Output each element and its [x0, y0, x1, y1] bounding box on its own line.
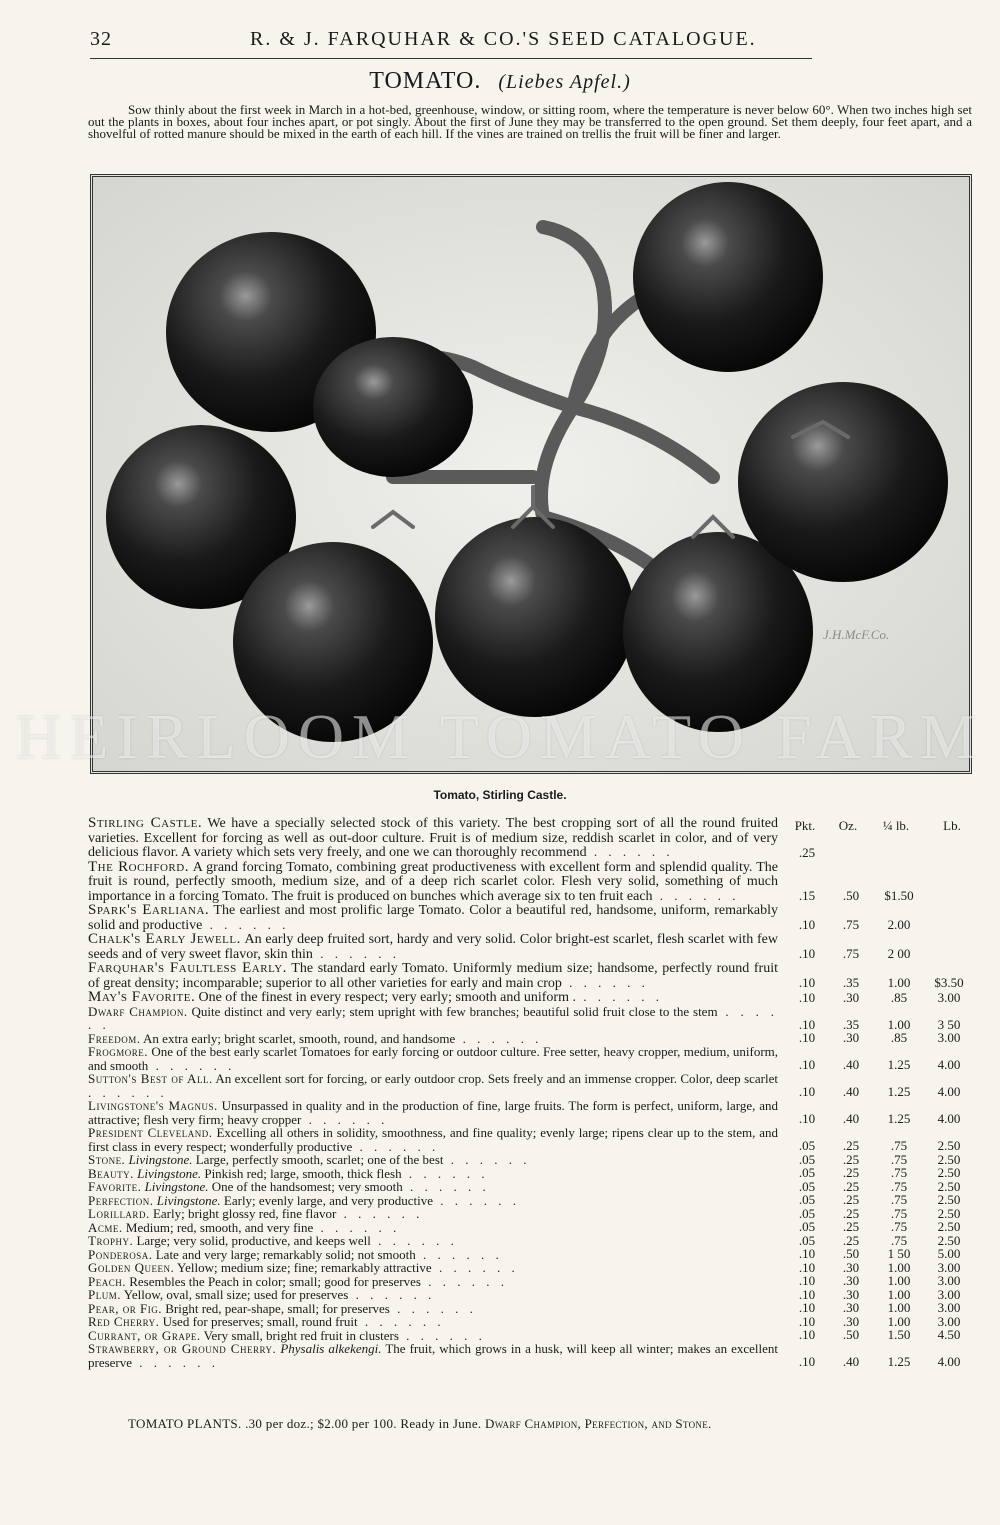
- variety-description: [88, 1248, 778, 1262]
- section-title-alt: (Liebes Apfel.): [498, 71, 631, 93]
- watermark: HEIRLOOM TOMATO FARM: [15, 701, 985, 772]
- price-pkt: .10: [798, 1354, 816, 1369]
- variety-description: [88, 860, 778, 904]
- variety-text: One of the best early scarlet Tomatoes for early forcing or outdoor culture. Free setter, heavy cropper, medium, uniform, and smooth: [88, 1044, 779, 1073]
- variety-description: [88, 903, 778, 932]
- variety-text: The earliest and most prolific large Tomato. Color a beautiful red, handsome, uniform, remarkably solid and productive: [88, 903, 779, 933]
- price-pkt: .10: [798, 1273, 816, 1288]
- price-qlb: 1.00: [887, 1273, 911, 1288]
- variety-text: The standard early Tomato. Uniformly medium size; handsome, perfectly round fruit of great density; incomparable; superior to all other varieties for early and main crop: [88, 961, 779, 991]
- variety-entry: [88, 1288, 972, 1302]
- variety-entry: [88, 860, 972, 904]
- price-pkt: .05: [798, 1165, 816, 1180]
- price-oz: .25: [842, 1151, 860, 1167]
- variety-prices: [782, 1112, 972, 1126]
- price-oz: .30: [842, 1300, 860, 1315]
- leader-dots: . . . . . .: [389, 1300, 477, 1316]
- variety-description: [88, 1302, 778, 1316]
- variety-entry: [88, 1153, 972, 1167]
- variety-text: Bright red, pear-shape, small; for preserves: [165, 1300, 390, 1316]
- variety-prices: [782, 1355, 972, 1369]
- leader-dots: . . . . . .: [202, 916, 290, 932]
- variety-name: Sutton's Best of All.: [88, 1071, 213, 1086]
- price-lb: 4.00: [937, 1057, 961, 1072]
- price-pkt: .10: [798, 1084, 816, 1099]
- price-lb: 4.50: [937, 1327, 961, 1342]
- leader-dots: . . . . . .: [433, 1192, 521, 1208]
- price-lb: 3.00: [937, 1286, 961, 1302]
- variety-entry: [88, 990, 972, 1005]
- price-qlb: .85: [890, 989, 908, 1005]
- variety-entry: [88, 1329, 972, 1343]
- price-oz: .75: [842, 946, 860, 961]
- page-number: 32: [90, 28, 112, 50]
- price-lb: 5.00: [937, 1246, 961, 1261]
- variety-text: Pinkish red; large, smooth, thick flesh: [204, 1165, 402, 1181]
- price-lb: 2.50: [937, 1219, 961, 1234]
- section-title-main: TOMATO.: [369, 68, 482, 94]
- leader-dots: . . . . . .: [357, 1314, 445, 1329]
- price-oz: .25: [842, 1219, 860, 1234]
- variety-entry: [88, 1005, 972, 1032]
- variety-text: Used for preserves; small, round fruit: [162, 1314, 358, 1329]
- price-qlb: .85: [890, 1030, 908, 1045]
- engraver-mark: J.H.McF.Co.: [823, 627, 890, 642]
- price-oz: .30: [842, 1313, 860, 1329]
- variety-name: Stirling Castle.: [88, 815, 203, 831]
- price-lb: $3.50: [934, 975, 964, 990]
- leader-dots: . . . . . .: [420, 1273, 508, 1289]
- tomato-plants-note: [128, 1416, 712, 1432]
- leader-dots: . . . . . .: [575, 989, 663, 1004]
- variety-origin: Physalis alkekengi.: [280, 1341, 382, 1356]
- variety-entry: [88, 1180, 972, 1194]
- variety-prices: [782, 918, 972, 932]
- variety-entry: [88, 1221, 972, 1235]
- leader-dots: . . . . . .: [88, 1003, 778, 1032]
- variety-entry: [88, 961, 972, 990]
- variety-prices: [782, 1085, 972, 1099]
- variety-name: President Cleveland.: [88, 1125, 213, 1140]
- price-pkt: .10: [798, 1300, 816, 1315]
- variety-text: One of the handsomest; very smooth: [211, 1179, 403, 1194]
- price-qlb: 1 50: [887, 1246, 911, 1261]
- variety-origin: Livingstone.: [128, 1152, 193, 1167]
- price-lb: 4.00: [937, 1354, 961, 1369]
- price-qlb: .75: [890, 1165, 908, 1180]
- leader-dots: . . . . . .: [398, 1327, 486, 1343]
- price-pkt: .10: [798, 1016, 816, 1032]
- variety-description: [88, 1275, 778, 1289]
- price-pkt: .10: [798, 1259, 816, 1275]
- variety-name: Stone.: [88, 1152, 126, 1167]
- variety-name: Favorite.: [88, 1179, 142, 1194]
- variety-name: Beauty.: [88, 1165, 134, 1181]
- variety-name: Perfection.: [88, 1192, 154, 1208]
- price-qlb: .75: [890, 1192, 908, 1207]
- leader-dots: . . . . . .: [312, 945, 400, 961]
- variety-name: Plum.: [88, 1287, 121, 1302]
- price-pkt: .25: [798, 844, 816, 860]
- price-lb: 3.00: [937, 1030, 961, 1045]
- variety-entry: [88, 1234, 972, 1248]
- variety-description: [88, 990, 778, 1005]
- price-lb: 2.50: [937, 1165, 961, 1180]
- variety-text: Very small, bright red fruit in clusters: [203, 1327, 399, 1343]
- variety-description: [88, 1099, 778, 1126]
- variety-prices: [782, 1058, 972, 1072]
- price-lb: 3.00: [937, 989, 961, 1005]
- variety-text: Late and very large; remarkably solid; not smooth: [155, 1246, 416, 1262]
- leader-dots: . . . . . .: [336, 1206, 424, 1221]
- variety-description: [88, 1180, 778, 1194]
- variety-entry: [88, 1126, 972, 1153]
- price-qlb: 1.25: [887, 1111, 911, 1126]
- variety-text: An early deep fruited sort, hardy and very solid. Color bright-est scarlet, flesh scarlet with few seeds and of very sweet flavor, skin thin: [88, 932, 778, 962]
- variety-text: One of the finest in every respect; very early; smooth and uniform .: [198, 990, 576, 1005]
- price-pkt: .05: [798, 1205, 816, 1221]
- leader-dots: . . . . . .: [431, 1260, 519, 1275]
- variety-text: Quite distinct and very early; stem upright with few branches; beautiful solid fruit close to the stem: [191, 1003, 718, 1019]
- section-title: [0, 68, 1000, 95]
- variety-entry: [88, 1302, 972, 1316]
- photo-caption: Tomato, Stirling Castle.: [433, 788, 567, 802]
- price-header-pkt: Pkt.: [794, 818, 816, 833]
- variety-name: May's Favorite.: [88, 989, 196, 1005]
- variety-entry: [88, 1072, 972, 1099]
- variety-text: Early; evenly large, and very productive: [223, 1192, 434, 1208]
- variety-name: Spark's Earliana.: [88, 902, 210, 918]
- price-oz: .25: [842, 1192, 860, 1207]
- variety-name: Peach.: [88, 1273, 126, 1289]
- variety-description: [88, 1342, 778, 1369]
- variety-description: [88, 1167, 778, 1181]
- variety-description: [88, 1261, 778, 1275]
- leader-dots: . . . . . .: [455, 1030, 543, 1046]
- price-lb: 2.50: [937, 1205, 961, 1221]
- variety-description: [88, 1045, 778, 1072]
- price-oz: .50: [842, 1246, 860, 1261]
- price-qlb: 1.00: [887, 1286, 911, 1302]
- variety-description: [88, 816, 778, 860]
- variety-description: [88, 1315, 778, 1329]
- price-oz: .30: [842, 1286, 860, 1302]
- variety-entry: [88, 1032, 972, 1046]
- price-qlb: .75: [890, 1219, 908, 1234]
- variety-name: Dwarf Champion.: [88, 1003, 188, 1019]
- variety-name: Ponderosa.: [88, 1246, 153, 1262]
- price-lb: 4.00: [937, 1111, 961, 1126]
- variety-prices: [782, 846, 972, 860]
- price-oz: .40: [842, 1057, 860, 1072]
- variety-name: The Rochford.: [88, 858, 189, 875]
- leader-dots: . . . . . .: [148, 1057, 236, 1073]
- price-oz: .30: [842, 989, 860, 1005]
- price-oz: .75: [842, 917, 860, 932]
- variety-name: Strawberry, or Ground Cherry.: [88, 1341, 277, 1356]
- variety-prices: [782, 1274, 972, 1288]
- variety-entry: [88, 903, 972, 932]
- variety-prices: [782, 976, 972, 990]
- price-qlb: 1.00: [887, 1313, 911, 1329]
- variety-name: Red Cherry.: [88, 1314, 160, 1329]
- price-qlb: .75: [890, 1138, 908, 1153]
- variety-entry: [88, 1261, 972, 1275]
- price-oz: .25: [842, 1205, 860, 1221]
- price-lb: 3.00: [937, 1259, 961, 1275]
- price-pkt: .10: [798, 1246, 816, 1261]
- tomato-plants-varieties: Dwarf Champion, Perfection, and Stone.: [485, 1416, 712, 1431]
- variety-origin: Livingstone.: [156, 1192, 221, 1208]
- price-pkt: .15: [798, 888, 816, 903]
- variety-entry: [88, 932, 972, 961]
- variety-list: [88, 816, 972, 1369]
- price-pkt: .05: [798, 1232, 816, 1248]
- price-pkt: .10: [798, 1111, 816, 1126]
- variety-text: The fruit, which grows in a husk, will keep all winter; makes an excellent preserve: [88, 1341, 779, 1370]
- leader-dots: . . . . . .: [301, 1111, 389, 1127]
- price-oz: .40: [842, 1354, 860, 1369]
- price-pkt: .10: [798, 1286, 816, 1302]
- price-oz: .35: [842, 975, 860, 990]
- leader-dots: . . . . . .: [652, 887, 740, 903]
- variety-name: Chalk's Early Jewell.: [88, 931, 241, 947]
- header-rule: [90, 58, 812, 59]
- leader-dots: . . . . . .: [370, 1233, 458, 1248]
- price-header-lb: Lb.: [943, 818, 961, 833]
- leader-dots: . . . . . .: [586, 844, 674, 859]
- variety-description: [88, 1032, 778, 1046]
- price-lb: 3.00: [937, 1273, 961, 1288]
- variety-name: Farquhar's Faultless Early.: [88, 960, 287, 976]
- variety-entry: [88, 1248, 972, 1262]
- price-oz: .25: [842, 1138, 860, 1153]
- tomato-cluster-illustration: [93, 177, 969, 771]
- price-qlb: 2.00: [887, 917, 911, 932]
- price-qlb: .75: [890, 1178, 908, 1194]
- price-qlb: .75: [890, 1205, 908, 1221]
- variety-text: Medium; red, smooth, and very fine: [125, 1219, 314, 1235]
- page-header: [90, 26, 812, 56]
- tomato-plants-label: TOMATO PLANTS.: [128, 1416, 242, 1431]
- price-oz: .25: [842, 1232, 860, 1248]
- variety-name: Acme.: [88, 1219, 123, 1235]
- variety-name: Pear, or Fig.: [88, 1300, 162, 1316]
- price-oz: .50: [842, 1327, 860, 1342]
- price-lb: 2.50: [937, 1138, 961, 1153]
- leader-dots: . . . . . .: [402, 1179, 490, 1194]
- price-qlb: 1.00: [887, 1016, 911, 1032]
- price-pkt: .10: [798, 1030, 816, 1045]
- variety-prices: [782, 889, 972, 903]
- price-pkt: .10: [798, 946, 816, 961]
- price-qlb: 1.25: [887, 1084, 911, 1099]
- variety-name: Trophy.: [88, 1233, 134, 1248]
- variety-description: [88, 1072, 778, 1099]
- variety-prices: [782, 947, 972, 961]
- price-pkt: .05: [798, 1219, 816, 1234]
- variety-description: [88, 1126, 778, 1153]
- variety-text: Unsurpassed in quality and in the production of fine, large fruits. The form is perfect, uniform, large, and attractive; flesh very firm; heavy cropper: [88, 1098, 778, 1127]
- variety-description: [88, 1221, 778, 1235]
- variety-entry: [88, 1275, 972, 1289]
- tomato-photograph: [90, 174, 972, 774]
- price-oz: .40: [842, 1084, 860, 1099]
- price-qlb: .75: [890, 1151, 908, 1167]
- variety-entry: [88, 816, 972, 860]
- variety-prices: [782, 1166, 972, 1180]
- variety-prices: [782, 1328, 972, 1342]
- variety-text: A grand forcing Tomato, combining great productiveness with excellent form and splendid quality. The fruit is round, perfectly smooth, medium size, and of a deep rich scarlet color. Flesh very solid, something of much importance in a forcing Tomato. The fruit is produced on bunches which average six to ten fruit each: [88, 859, 778, 904]
- variety-prices: [782, 1031, 972, 1045]
- variety-text: Excelling all others in solidity, smoothness, and fine quality; evenly large; ripens clear up to the stem, and first class in every respect; wonderfully productive: [88, 1125, 779, 1154]
- price-qlb: 1.00: [887, 975, 911, 990]
- price-pkt: .05: [798, 1192, 816, 1207]
- price-lb: 3.00: [937, 1313, 961, 1329]
- variety-description: [88, 1153, 778, 1167]
- price-oz: .25: [842, 1178, 860, 1194]
- variety-prices: [782, 1139, 972, 1153]
- variety-description: [88, 1005, 778, 1032]
- variety-text: We have a specially selected stock of this variety. The best cropping sort of all the round fruited varieties. Excellent for forcing as well as out-door culture. Fruit is of medium size, reddish scarlet in color, and of very delicious flavor. A variety which sets very freely, and one we can thoroughly recommend: [88, 816, 779, 860]
- price-lb: 2.50: [937, 1192, 961, 1207]
- variety-text: Yellow; medium size; fine; remarkably attractive: [177, 1260, 432, 1275]
- variety-prices: [782, 991, 972, 1005]
- variety-origin: Livingstone.: [144, 1179, 209, 1194]
- price-qlb: 1.00: [887, 1300, 911, 1315]
- variety-description: [88, 1329, 778, 1343]
- variety-description: [88, 1194, 778, 1208]
- price-lb: 2.50: [937, 1178, 961, 1194]
- price-pkt: .10: [798, 975, 816, 990]
- variety-text: Large, perfectly smooth, scarlet; one of the best: [195, 1152, 444, 1167]
- leader-dots: . . . . . .: [401, 1165, 489, 1181]
- price-oz: .50: [842, 888, 860, 903]
- variety-entry: [88, 1167, 972, 1181]
- leader-dots: . . . . . .: [88, 1084, 168, 1100]
- variety-entry: [88, 1045, 972, 1072]
- variety-text: Yellow, oval, small size; used for preserves: [123, 1287, 349, 1302]
- price-pkt: .10: [798, 989, 816, 1005]
- leader-dots: . . . . . .: [443, 1152, 531, 1167]
- variety-text: An extra early; bright scarlet, smooth, round, and handsome: [143, 1030, 456, 1046]
- variety-name: Lorillard.: [88, 1206, 150, 1221]
- leader-dots: . . . . . .: [561, 974, 649, 990]
- variety-name: Currant, or Grape.: [88, 1327, 201, 1343]
- variety-description: [88, 1234, 778, 1248]
- variety-description: [88, 1288, 778, 1302]
- variety-entry: [88, 1315, 972, 1329]
- price-pkt: .10: [798, 1313, 816, 1329]
- price-qlb: 1.25: [887, 1057, 911, 1072]
- price-pkt: .05: [798, 1178, 816, 1194]
- variety-entry: [88, 1194, 972, 1208]
- price-header-oz: Oz.: [838, 818, 858, 833]
- leader-dots: . . . . . .: [313, 1219, 401, 1235]
- variety-text: An excellent sort for forcing, or early outdoor crop. Sets freely and an immense cropper. Color, deep scarlet: [215, 1071, 778, 1086]
- variety-name: Freedom.: [88, 1030, 141, 1046]
- price-oz: .30: [842, 1273, 860, 1288]
- variety-entry: [88, 1342, 972, 1369]
- leader-dots: . . . . . .: [132, 1354, 220, 1370]
- price-qlb: 2 00: [887, 946, 911, 961]
- tomato-plants-text: .30 per doz.; $2.00 per 100. Ready in June.: [245, 1416, 482, 1431]
- price-qlb: 1.50: [887, 1327, 911, 1342]
- variety-prices: [782, 1247, 972, 1261]
- price-oz: .25: [842, 1165, 860, 1180]
- price-pkt: .10: [798, 1327, 816, 1342]
- variety-origin: Livingstone.: [137, 1165, 202, 1181]
- variety-description: [88, 932, 778, 961]
- price-qlb: 1.25: [887, 1354, 911, 1369]
- variety-description: [88, 1207, 778, 1221]
- price-pkt: .10: [798, 917, 816, 932]
- price-lb: 3.00: [937, 1300, 961, 1315]
- variety-prices: [782, 1220, 972, 1234]
- variety-name: Golden Queen.: [88, 1260, 175, 1275]
- running-title: R. & J. FARQUHAR & CO.'S SEED CATALOGUE.: [250, 28, 757, 50]
- variety-name: Livingstone's Magnus.: [88, 1098, 218, 1113]
- price-header-quarter-lb: ¼ lb.: [882, 818, 910, 833]
- price-qlb: $1.50: [884, 888, 914, 903]
- variety-text: Resembles the Peach in color; small; good for preserves: [129, 1273, 421, 1289]
- leader-dots: . . . . . .: [415, 1246, 503, 1262]
- price-lb: 2.50: [937, 1232, 961, 1248]
- price-pkt: .10: [798, 1057, 816, 1072]
- leader-dots: . . . . . .: [348, 1287, 436, 1302]
- price-lb: 4.00: [937, 1084, 961, 1099]
- price-oz: .30: [842, 1259, 860, 1275]
- leader-dots: . . . . . .: [352, 1138, 440, 1154]
- price-oz: .40: [842, 1111, 860, 1126]
- price-pkt: .05: [798, 1138, 816, 1153]
- variety-text: Large; very solid, productive, and keeps well: [136, 1233, 371, 1248]
- price-lb: 3 50: [937, 1016, 961, 1032]
- variety-text: Early; bright glossy red, fine flavor: [152, 1206, 337, 1221]
- variety-name: Frogmore.: [88, 1044, 148, 1059]
- price-qlb: .75: [890, 1232, 908, 1248]
- price-oz: .35: [842, 1016, 860, 1032]
- price-pkt: .05: [798, 1151, 816, 1167]
- variety-prices: [782, 1193, 972, 1207]
- price-qlb: 1.00: [887, 1259, 911, 1275]
- variety-entry: [88, 1207, 972, 1221]
- variety-entry: [88, 1099, 972, 1126]
- variety-description: [88, 961, 778, 990]
- price-lb: 2.50: [937, 1151, 961, 1167]
- price-oz: .30: [842, 1030, 860, 1045]
- variety-prices: [782, 1301, 972, 1315]
- intro-paragraph: Sow thinly about the first week in March in a hot-bed, greenhouse, window, or sitting room, where the temperature is never below 60°. When two inches high set out the plants in boxes, about four inches apart, or pot singly. About the first of June they may be transferred to the open ground. Set them deeply, four feet apart, and a shovelful of rotted manure should be mixed in the earth of each hill. If the vines are trained on trellis the fruit will be finer and larger.: [88, 102, 972, 141]
